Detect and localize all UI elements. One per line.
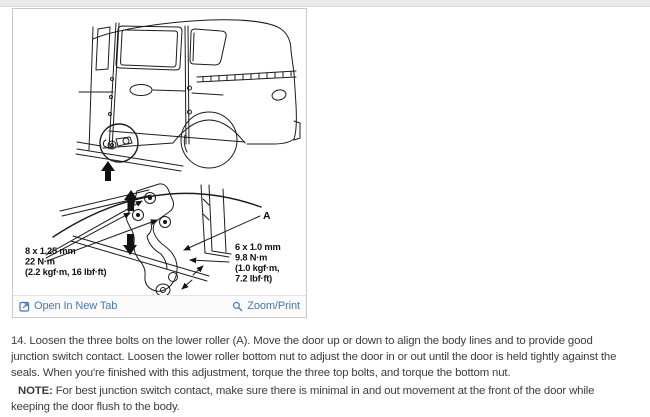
note-label: NOTE: [18, 385, 53, 398]
svg-text:6 x 1.0 mm: 6 x 1.0 mm [235, 242, 281, 252]
svg-text:22 N·m: 22 N·m [25, 256, 55, 267]
svg-text:(1.0 kgf·m,: (1.0 kgf·m, [235, 263, 280, 273]
van-side-view [76, 20, 300, 181]
open-in-new-tab-label: Open In New Tab [34, 300, 118, 312]
up-arrow-to-detail-icon [101, 161, 115, 181]
zoom-print-label: Zoom/Print [247, 300, 300, 312]
open-in-new-icon [19, 301, 30, 312]
step-14-instruction: 14. Loosen the three bolts on the lower roller (A). Move the door up or down to align the body lines and to provide good junction switch contact. Loosen the lower roller bottom nut to adjust the door in or out until the door is held tightly against the seals. When you're finished with this adjustment, torque the three top bolts, and torque the bottom nut. [11, 335, 617, 379]
note-paragraph [11, 384, 629, 416]
svg-text:(2.2 kgf·m, 16 lbf·ft): (2.2 kgf·m, 16 lbf·ft) [25, 267, 107, 277]
zoom-print-link[interactable] [232, 300, 300, 312]
roller-detail-view [25, 184, 281, 295]
figure-panel [12, 8, 307, 318]
svg-text:9.8 N·m: 9.8 N·m [235, 252, 268, 263]
magnifier-icon [232, 301, 243, 312]
note-body: For best junction switch contact, make sure there is minimal in and out movement at the front of the door while keeping the door flush to the body. [11, 385, 595, 414]
open-in-new-tab-link[interactable] [19, 300, 117, 312]
top-border-strip [0, 0, 650, 7]
roller-adjustment-diagram [13, 9, 306, 295]
svg-text:7.2 lbf·ft): 7.2 lbf·ft) [235, 273, 273, 284]
figure-footer-bar [13, 295, 306, 316]
svg-text:8 x 1.25 mm: 8 x 1.25 mm [25, 246, 76, 256]
right-torque-spec-label [235, 242, 281, 284]
bottom-nut [149, 273, 178, 296]
callout-a-label: A [263, 210, 271, 222]
diagram-image [13, 9, 306, 295]
lower-roller-highlight [100, 124, 138, 162]
left-torque-spec-label [25, 246, 106, 277]
right-spec-pointer [190, 260, 229, 262]
